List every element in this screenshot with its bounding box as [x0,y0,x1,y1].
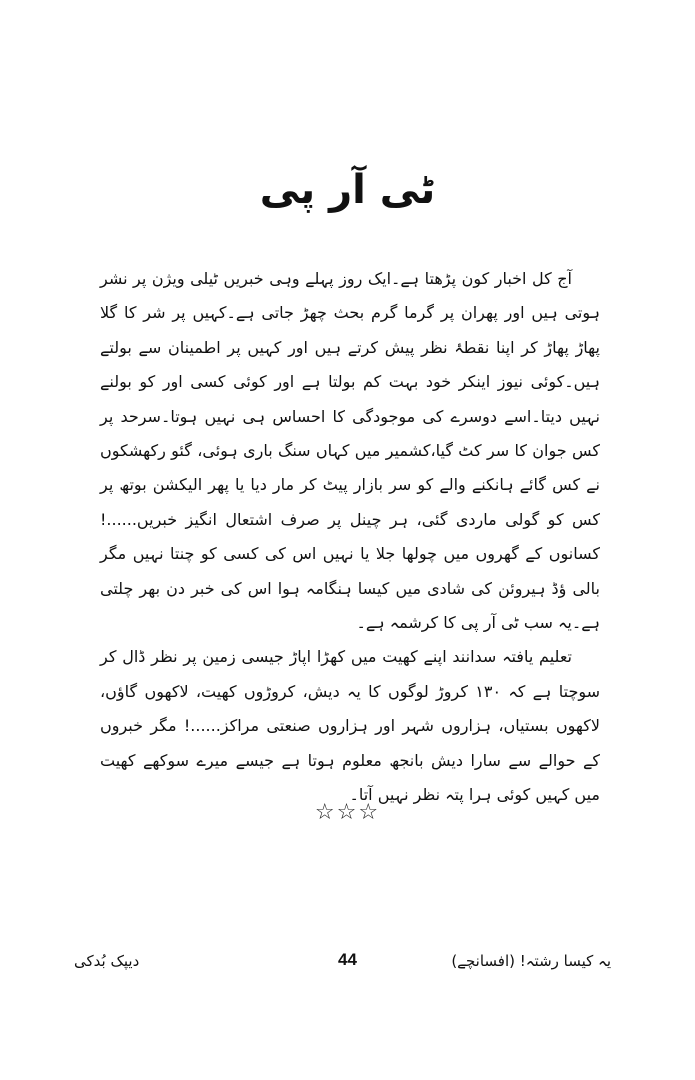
footer-author: دیپک بُدکی [74,952,140,970]
paragraph-1: آج کل اخبار کون پڑھتا ہے۔ایک روز پہلے وہی خبریں ٹیلی ویژن پر نشر ہوتی ہیں اور پھران پر گرما گرم بحث چھڑ جاتی ہے۔کہیں پر شر کا گلا پھاڑ پھاڑ کر اپنا نقطۂ نظر پیش کرتے ہیں اور کہیں پر اطمینان سے بولتے ہیں۔کوئی نیوز اینکر خود بہت کم بولتا ہے اور کوئی کسی اور کو بولنے نہیں دیتا۔اسے دوسرے کی موجودگی کا احساس ہی نہیں ہوتا۔سرحد پر کس جوان کا سر کٹ گیا،کشمیر میں کہاں سنگ باری ہوئی، گئو رکھشکوں نے کس گائے ہانکنے والے کو سر بازار پیٹ کر مار دیا یا پھر الیکشن بوتھ پر کس کو گولی ماردی گئی، ہر چینل پر صرف اشتعال انگیز خبریں......! کسانوں کے گھروں میں چولھا جلا یا نہیں اس کی کسی کو چنتا نہیں مگر بالی ؤڈ ہیروئن کی شادی میں کیسا ہنگامہ ہوا اس کی خبر دن بھر چلتی ہے۔یہ سب ٹی آر پی کا کرشمہ ہے۔ [100,269,600,633]
footer-book-title: یہ کیسا رشتہ! (افسانچے) [451,952,611,970]
page-number: 44 [338,950,357,969]
story-title: ٹی آر پی [259,167,436,213]
section-separator: ☆☆☆ [314,800,381,825]
story-body [100,262,600,813]
paragraph-2: تعلیم یافتہ سدانند اپنے کھیت میں کھڑا اپاڑ جیسی زمین پر نظر ڈال کر سوچتا ہے کہ ۱۳۰ کروڑ لوگوں کا یہ دیش، کروڑوں کھیت، لاکھوں گاؤں، لاکھوں بستیاں، ہزاروں شہر اور ہزاروں صنعتی مراکز......! مگر خبروں کے حوالے سے سارا دیش بانجھ معلوم ہوتا ہے جیسے میرے سوکھے کھیت میں کہیں کوئی ہرا پتہ نظر نہیں آتا۔ [100,647,601,805]
